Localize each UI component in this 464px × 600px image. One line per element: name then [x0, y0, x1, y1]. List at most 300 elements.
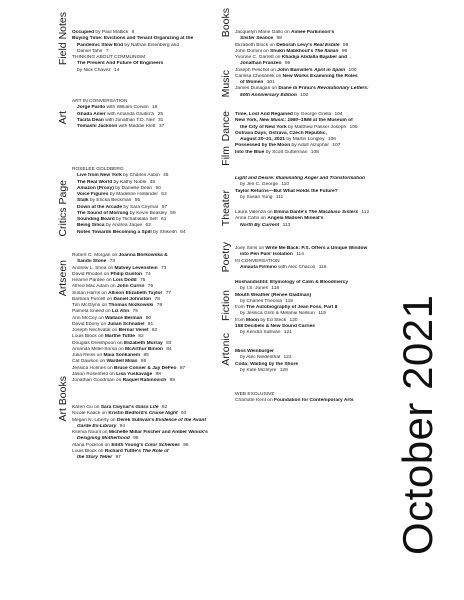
page-number: 98: [342, 42, 349, 48]
entry-title: Possessed by the Moon: [235, 143, 291, 149]
entry-text: ROSELEE GOLDBERG: [72, 167, 124, 172]
section-critics-page-list: [72, 167, 214, 236]
page-number: 97: [115, 455, 121, 460]
entry-title: Tomashi Jackson: [77, 124, 118, 129]
entry-text: [273, 36, 274, 41]
entry-title-italic: April in Spain: [313, 67, 346, 73]
entry-title: Marthe Tuttle: [104, 334, 135, 340]
entry-text: by Kathy Noble: [112, 179, 148, 185]
entry-title: Jonathan Franzen: [240, 61, 282, 67]
entry-title: Deborah Levy's: [276, 42, 314, 48]
section-label-field-notes: Field Notes: [57, 12, 69, 66]
page-number: 37: [158, 124, 165, 129]
page-number: 86: [140, 359, 147, 365]
entry-text: Louis Block on: [72, 334, 105, 340]
toc-entry: [72, 230, 214, 236]
entry-title: Bruce Conner & Jay DeFeo: [114, 365, 177, 371]
page-number: 49: [149, 179, 156, 185]
entry-text: by Kate McIntyre: [240, 367, 278, 373]
entry-title: into Pen Pals' Isolation: [240, 252, 293, 258]
entry-text: by George Grella: [292, 112, 333, 117]
section-film-list: [235, 210, 385, 229]
entry-text: Jason Rosenfeld on: [72, 371, 117, 377]
entry-text: [153, 303, 154, 308]
entry-title-italic: Light and Desire: Illuminating Anger and Transformation: [235, 176, 365, 181]
entry-title: Ghada Amer: [77, 111, 106, 117]
entry-text: Tim McGlynn on: [72, 303, 109, 308]
page-number: 74: [145, 271, 151, 277]
entry-title-italic: 50th Anniversary Edition: [240, 92, 297, 98]
entry-title: Kristin Bedford's: [108, 411, 149, 417]
entry-title: Derek Sullivan's: [116, 417, 156, 423]
entry-title: Foundation for Contemporary Arts: [274, 398, 354, 404]
page-number: 101: [266, 80, 275, 85]
entry-text: by Andrea Jaque: [104, 223, 144, 229]
section-poetry-list: [235, 280, 385, 336]
entry-text: by Ed Steck: [258, 317, 288, 323]
entry-title-italic: New Music: 1980–1986: [259, 118, 312, 124]
entry-text: by Matthew Passer Joseph: [286, 124, 348, 130]
entry-text: David Rhodes on: [72, 271, 111, 277]
entry-title: Edith Young's: [111, 442, 145, 448]
entry-text: from: [235, 305, 247, 310]
entry-title: Taylor Returns—But What Holds the Future?: [235, 188, 338, 194]
entry-title: Liz Ahn: [111, 309, 130, 315]
entry-text: Andrew L. Shea on: [72, 265, 115, 271]
entry-text: [144, 322, 145, 327]
entry-text: Ksenia Nouril on: [72, 430, 109, 435]
entry-title: New York,: [235, 118, 260, 124]
entry-text: [163, 341, 164, 346]
page-number: 87: [179, 365, 186, 371]
page-number: 112: [361, 210, 370, 215]
page-number: 111: [275, 194, 284, 200]
page-number: 84: [166, 346, 172, 352]
entry-text: WEB EXCLUSIVE: [235, 392, 275, 397]
page-number: 53: [161, 192, 167, 197]
entry-title: Buying Time: Evictions and Tenant Organizing at the: [72, 36, 194, 42]
entry-title: John Banville's: [277, 67, 314, 73]
entry-title: Down at the Arcade: [77, 204, 123, 210]
entry-text: Nicole Kaack on: [72, 411, 109, 417]
page-number: 14: [114, 67, 120, 73]
entry-title: Sara Cwynar's: [100, 405, 136, 410]
entry-text: by Sara Ceymar: [122, 204, 160, 210]
entry-text: [162, 291, 163, 296]
entry-text: [163, 347, 164, 352]
page-number: 81: [147, 321, 154, 327]
entry-text: Alana Pockros on: [72, 442, 112, 448]
entry-text: Laura Valenza on: [235, 210, 274, 215]
entry-title: Angela Madsen Mineat's: [267, 216, 324, 222]
entry-title: Tacita Dean: [77, 117, 104, 123]
page-number: 104: [334, 112, 343, 117]
toc-entry: [235, 223, 385, 229]
entry-text: Carissa Chesanek on: [235, 73, 283, 79]
entry-text: Elizabeth Block on: [235, 42, 277, 48]
page-number: 83: [166, 340, 172, 346]
toc-entry: [235, 195, 385, 201]
entry-title: The Present And Future Of Engineers: [77, 61, 164, 67]
entry-text: with Jonathan T.D. Neil: [103, 117, 156, 123]
entry-text: Jonathan Goodman on: [72, 378, 123, 383]
entry-text: by Nick Chavez: [77, 67, 112, 73]
entry-text: Pamela Sneed on: [72, 309, 112, 315]
toc-entry: [235, 150, 385, 156]
page-number: 100: [348, 67, 357, 73]
entry-title: Bernar Venet: [118, 328, 149, 333]
entry-text: ART IN CONVERSATION: [72, 99, 128, 104]
entry-text: Joey Sims on: [235, 246, 266, 251]
entry-text: [135, 334, 136, 339]
entry-title: McArthur Binion: [125, 346, 163, 352]
entry-text: [142, 272, 143, 277]
page-number: 93: [180, 411, 187, 417]
toc-entry: [72, 124, 214, 130]
entry-text: by I.S. Jones: [240, 286, 270, 292]
entry-text: James Dunagan on: [235, 86, 279, 92]
entry-title: Miss Weinburger: [235, 349, 274, 354]
entry-text: [345, 68, 346, 73]
toc-entry: [72, 455, 214, 461]
entry-text: [112, 455, 113, 460]
entry-title: Hoshandishtil: Etymology of Calm & Bloodmercy: [235, 280, 349, 285]
section-artonic-list: [235, 392, 385, 405]
entry-title-italic: North By Current: [240, 222, 280, 228]
section-books-list: [235, 30, 385, 99]
entry-text: [148, 328, 149, 333]
entry-text: with William Corwin: [105, 105, 150, 111]
entry-title: Stalk: [77, 198, 89, 204]
entry-title-italic: the Story Teller: [77, 455, 113, 460]
entry-text: [176, 366, 177, 371]
entry-title-italic: Designing Motherhood: [77, 436, 130, 442]
entry-title-italic: Slister Séance: [240, 36, 274, 42]
section-artseen-list: [72, 253, 214, 384]
entry-title: Jorge Pardo: [77, 105, 106, 111]
page-number: 89: [169, 378, 175, 383]
entry-text: [116, 424, 117, 429]
page-number: 64: [180, 229, 186, 235]
entry-text: by Jen C. George: [240, 182, 280, 188]
entry-text: from: [235, 317, 247, 323]
page-number: 94: [119, 423, 126, 429]
entry-text: [140, 353, 141, 358]
page-number: 62: [145, 223, 151, 229]
entry-title: Lisa Yuskavage: [116, 371, 153, 377]
entry-text: by Nathan Eisenberg and: [123, 42, 180, 48]
page-number: 31: [157, 117, 164, 123]
toc-entry: [235, 330, 385, 336]
entry-text: by Paul Mattick: [94, 30, 130, 35]
page-number: 61: [161, 217, 167, 222]
entry-title: Emma Dante's: [273, 210, 309, 215]
entry-text: [297, 93, 298, 98]
entry-title-italic: Garde Ex-Library: [77, 423, 117, 429]
page-number: 107: [332, 143, 341, 149]
entry-text: [129, 309, 130, 314]
entry-text: Amanda Millet-Sorsa on: [72, 346, 126, 352]
entry-title: Moon: [246, 317, 259, 323]
entry-text: [144, 284, 145, 289]
section-label-artseen: Artseen: [57, 260, 69, 297]
section-field-notes-list: [72, 30, 214, 74]
entry-title: Time, Lost And Regained: [235, 112, 293, 117]
entry-text: Megan N. Liberty on: [72, 417, 117, 423]
page-number: 99: [341, 48, 348, 54]
page-number: 114: [296, 252, 304, 258]
page-number: 121: [283, 330, 292, 335]
entry-title: Sounding Board: [77, 217, 115, 222]
toc-entry: [235, 265, 385, 271]
entry-text: Karen Gu on: [72, 405, 101, 410]
entry-title: Write Me Back: P.S. Offers a Unique Window: [265, 246, 368, 251]
entry-title: of Women: [240, 80, 264, 85]
section-label-theater: Theater: [220, 190, 232, 227]
entry-title: Michelle Millar Fischer and Amber Winick's: [108, 430, 208, 435]
toc-entry: [72, 378, 214, 384]
entry-text: [142, 316, 143, 321]
entry-title: Shukri Mabkhout's: [270, 48, 315, 54]
entry-title-italic: Evidence of the Avant: [155, 417, 206, 423]
entry-text: with Maddie Klett: [117, 124, 157, 129]
page-number: 110: [281, 182, 290, 188]
entry-title: Sandii Stone: [77, 259, 107, 265]
entry-text: Douglas Dreishpoon on: [72, 340, 124, 346]
entry-text: [293, 252, 294, 257]
entry-text: [106, 259, 107, 264]
entry-title: Amauta Firmino: [240, 264, 277, 270]
entry-title: Richard Tuttle's: [104, 448, 143, 454]
page-number: 119: [285, 298, 293, 304]
page-number: 19: [151, 105, 158, 111]
entry-text: by Alec Niedenthal: [240, 355, 282, 361]
entry-text: by Shikeith: [151, 229, 179, 235]
entry-title: Khadija Abdalla Bajaber and: [281, 55, 348, 60]
entry-title: Mouth Weather (Renee Gladman): [235, 292, 312, 298]
entry-text: Susan Harris on: [72, 290, 109, 296]
entry-text: [159, 405, 160, 410]
page-number: 82: [151, 328, 158, 333]
entry-title: Occupied: [72, 30, 95, 35]
section-label-critics-page: Critics Page: [57, 180, 69, 237]
page-number: 113: [282, 222, 291, 228]
entry-text: with Alec Chacon: [276, 264, 317, 270]
page-number: 82: [138, 334, 144, 340]
page-number: 78: [156, 303, 163, 308]
page-number: 118: [271, 286, 280, 292]
entry-title: The Real World: [77, 179, 113, 185]
page-number: 106: [327, 137, 336, 142]
entry-title: Raquel Rabinovich: [122, 378, 167, 383]
toc-entry: [235, 398, 385, 404]
entry-title: Elizabeth Murray: [123, 340, 163, 346]
entry-text: [279, 223, 280, 228]
section-music-list: [235, 112, 385, 156]
entry-title-italic: The Italian: [314, 48, 339, 54]
section-art-list: [72, 99, 214, 130]
section-label-film: Film: [220, 146, 232, 166]
page-number: 77: [165, 290, 172, 296]
section-label-artonic: Artonic: [220, 333, 232, 366]
entry-text: Jacquelyn Marie Gallo on: [235, 30, 292, 35]
entry-title: Live from New York: [77, 173, 122, 179]
entry-text: Joseph Nechvatal on: [72, 328, 119, 333]
section-label-poetry: Poetry: [220, 242, 232, 273]
entry-text: by Madeline Hollander: [108, 192, 160, 197]
entry-title-italic: Real Estate: [313, 42, 340, 48]
entry-title-italic: The Macaluso Sisters: [308, 210, 359, 215]
section-label-art: Art: [57, 111, 69, 125]
entry-title: Matvey Levenstein: [114, 265, 158, 271]
entry-text: Cat Dawson on: [72, 359, 107, 365]
entry-title: Joanna Borkowska &: [118, 253, 168, 258]
entry-text: Louis Block on: [72, 448, 105, 454]
page-number: 50: [155, 185, 161, 191]
entry-text: [358, 210, 359, 215]
section-dance-list: [235, 176, 385, 201]
entry-text: Alfred Mac Adam on: [72, 284, 117, 290]
toc-entry: [235, 368, 385, 374]
page-number: 92: [161, 405, 168, 410]
page-number: 46: [163, 173, 169, 179]
entry-text: Jessica Holmes on: [72, 365, 114, 371]
entry-text: by Susan Yung: [240, 194, 274, 200]
page-number: 108: [310, 149, 319, 155]
page-number: 98: [276, 36, 282, 42]
entry-text: [338, 49, 339, 54]
entry-text: THINKING ABOUT COMMUNISM: [72, 55, 146, 60]
entry-text: by Scott Gutterman: [264, 149, 309, 155]
entry-title: Allison Elizabeth Taylor: [108, 290, 163, 296]
entry-title: the City of New York: [240, 124, 287, 130]
toc-entry: [235, 93, 385, 99]
toc-entry: [72, 68, 214, 74]
entry-text: by Jessica Grim & Melanie Neilson: [240, 311, 317, 317]
entry-text: Yvonne C. Garrett on: [235, 55, 282, 60]
entry-title: 158 Decibels & New Sound Carries: [235, 323, 315, 329]
page-number: 96: [183, 442, 189, 448]
page-number: 78: [154, 296, 160, 302]
page-number: 122: [283, 355, 292, 361]
entry-title: August 20–21, 2021: [240, 137, 285, 142]
entry-title: Amazon (Proxy): [77, 185, 114, 191]
entry-text: David Ebony on: [72, 321, 108, 327]
entry-title: Wardell Milan: [106, 359, 138, 365]
entry-title-italic: Cruise Night: [148, 411, 178, 417]
page-number: 75: [139, 278, 146, 283]
section-fiction-list: [235, 349, 385, 374]
page-number: 7: [105, 48, 109, 54]
entry-text: [340, 43, 341, 48]
page-number: 59: [170, 210, 176, 216]
entry-title-italic: Color Schemes: [144, 442, 180, 448]
entry-title: Coda: Waiting by the Shore: [235, 361, 299, 367]
entry-title: at the Museum of: [311, 118, 353, 124]
entry-text: by Martin Longley: [284, 137, 326, 142]
section-label-art-books: Art Books: [57, 376, 69, 422]
page-number: 85: [143, 353, 149, 358]
entry-text: by Kevin Beasley: [128, 210, 169, 216]
page-number: 115: [318, 264, 327, 270]
section-label-books: Books: [220, 8, 232, 38]
entry-text: [158, 266, 159, 271]
entry-title: Maia Sonkanem: [103, 353, 141, 358]
entry-text: [138, 359, 139, 364]
entry-text: Robert C. Morgan on: [72, 253, 119, 258]
entry-title-italic: The Role of: [142, 448, 169, 454]
entry-text: by Kendra Sullivan: [240, 330, 282, 335]
entry-title: Pandemic Slow End: [77, 42, 124, 48]
entry-text: Julia Reiss on: [72, 353, 104, 358]
page-number: 55: [134, 198, 141, 204]
entry-text: with Amanda Gluibizzi: [105, 111, 156, 117]
page-number: 79: [132, 309, 138, 315]
page-number: 88: [155, 371, 161, 377]
entry-text: [130, 436, 131, 441]
section-label-music: Music: [220, 70, 232, 98]
page-number: 25: [157, 111, 164, 117]
entry-text: [263, 80, 264, 85]
entry-text: by Adolf Alzuphar: [290, 143, 331, 149]
page-number: 80: [145, 315, 152, 321]
section-art-books-list: [72, 405, 214, 461]
entry-text: [281, 61, 282, 66]
page-number: 119: [318, 311, 326, 317]
page-number: 129: [279, 367, 288, 373]
entry-text: [137, 278, 138, 283]
entry-text: Daniel Tahir: [77, 48, 104, 54]
entry-text: IN CONVERSATION: [235, 258, 280, 264]
issue-title: October 2021: [394, 294, 441, 555]
entry-text: [152, 372, 153, 377]
entry-text: Anna Cahn on: [235, 216, 268, 222]
entry-title: Being Silica: [77, 223, 105, 229]
entry-text: [166, 378, 167, 383]
entry-title: Julian Schnabel: [107, 321, 145, 327]
entry-text: Charlotte Kent on: [235, 398, 275, 404]
entry-title: Aimee Parkinson's: [291, 30, 335, 35]
entry-title-italic: Revolutionary Letters:: [317, 86, 369, 92]
entry-title: The Sound of Morning: [77, 210, 129, 216]
entry-title: Voice Figures: [77, 192, 109, 197]
page-number: 57: [161, 204, 168, 210]
entry-text: [151, 297, 152, 302]
entry-text: by Danielle Dean: [113, 185, 154, 191]
entry-text: [178, 411, 179, 416]
entry-text: by Charles Aubin: [121, 173, 162, 179]
page-number: 99: [284, 61, 291, 67]
page-number: 105: [349, 124, 358, 130]
entry-title: The Autobiography of Jean Foss, Part II: [246, 305, 338, 310]
entry-title: Notes Towards Becoming a Spill: [77, 229, 152, 235]
page-number: 6: [131, 30, 135, 35]
entry-text: John Domini on: [235, 48, 271, 54]
section-theater-list: [235, 246, 385, 271]
entry-text: Barbara Purcell on: [72, 296, 114, 302]
entry-title: Diane di Prima's: [278, 86, 318, 92]
entry-title: John Currin: [116, 284, 145, 290]
entry-title: Lois Dodd: [112, 278, 137, 283]
entry-title: Daniel Johnston: [113, 296, 152, 302]
entry-title: New Works Examining the Roles: [282, 73, 358, 79]
page-number: 102: [300, 92, 309, 98]
page-number: 73: [160, 265, 167, 271]
entry-text: by Ericka Beckman: [88, 198, 133, 204]
entry-text: Hearne Pardee on: [72, 278, 113, 283]
entry-text: by Charles Theonia: [240, 298, 284, 304]
page-number: 120: [289, 317, 298, 323]
